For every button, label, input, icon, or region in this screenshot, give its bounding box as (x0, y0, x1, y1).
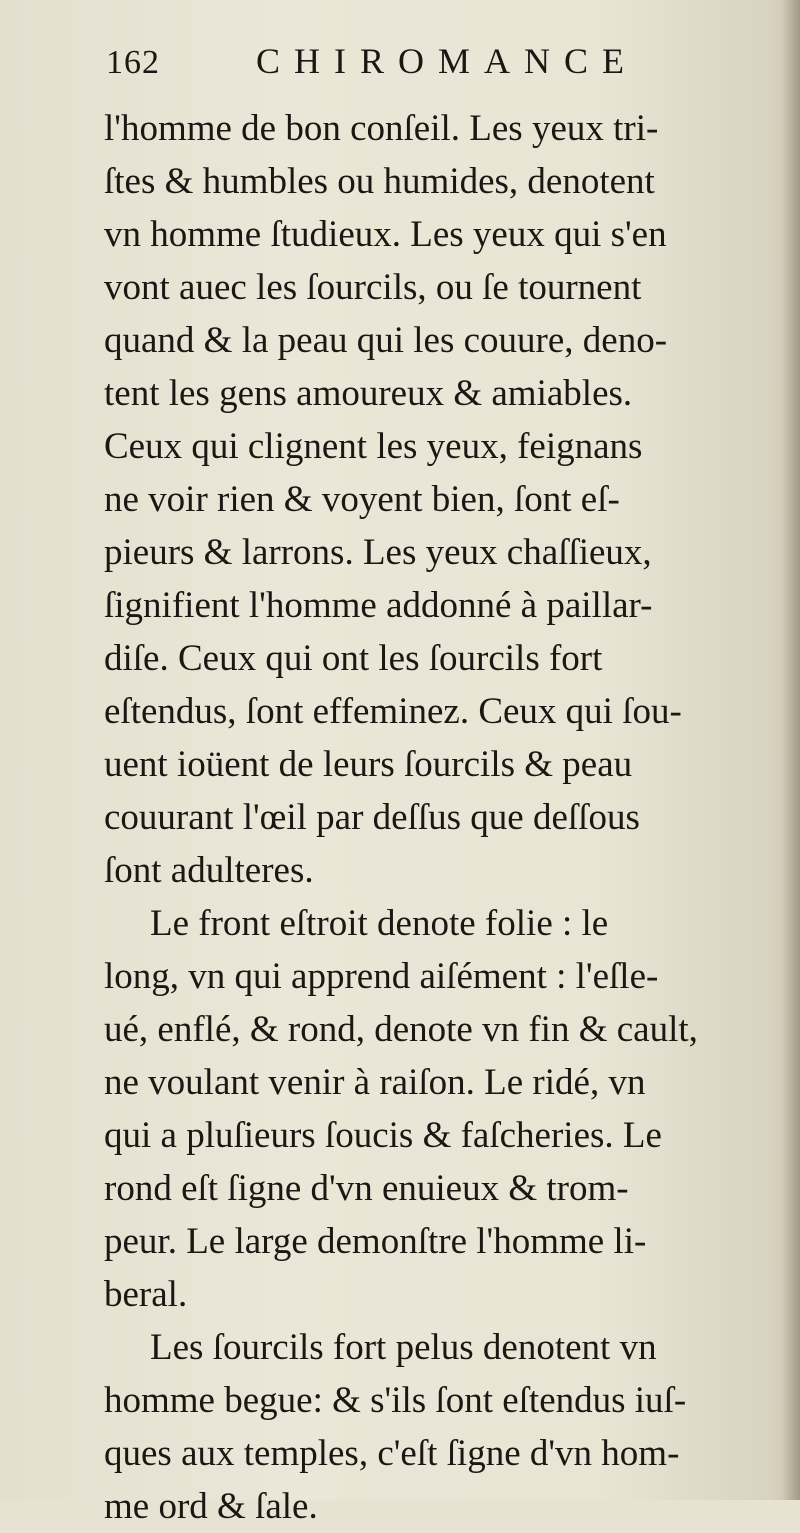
body-text (104, 102, 766, 1533)
text-line: ſtes & humbles ou humides, denotent (104, 161, 655, 202)
text-line: ne voir rien & voyent bien, ſont eſ- (104, 479, 620, 520)
text-line: tent les gens amoureux & amiables. (104, 373, 633, 414)
text-line: uent ioüent de leurs ſourcils & peau (104, 744, 633, 785)
text-line: Ceux qui clignent les yeux, feignans (104, 426, 643, 467)
text-line: l'homme de bon conſeil. Les yeux tri- (104, 108, 659, 149)
paragraph (104, 1321, 766, 1533)
page-number: 162 (106, 44, 160, 81)
text-line: ué, enflé, & rond, denote vn fin & cault, (104, 1009, 698, 1050)
text-line: ne voulant venir à raiſon. Le ridé, vn (104, 1062, 646, 1103)
running-title: CHIROMANCE (256, 41, 639, 81)
text-line: homme begue: & s'ils ſont eſtendus iuſ- (104, 1380, 687, 1421)
text-line: quand & la peau qui les couure, deno- (104, 320, 668, 361)
text-line: beral. (104, 1274, 188, 1315)
text-line: ſignifient l'homme addonné à paillar- (104, 585, 653, 626)
text-line: diſe. Ceux qui ont les ſourcils fort (104, 638, 603, 679)
text-line: ques aux temples, c'eſt ſigne d'vn hom- (104, 1433, 680, 1474)
text-line: peur. Le large demonſtre l'homme li- (104, 1221, 647, 1262)
text-line: long, vn qui apprend aiſément : l'eſle- (104, 956, 659, 997)
paragraph (104, 102, 766, 897)
text-line: couurant l'œil par deſſus que deſſous (104, 797, 640, 838)
paragraph (104, 897, 766, 1321)
text-line: rond eſt ſigne d'vn enuieux & trom- (104, 1168, 629, 1209)
text-line: ſont adulteres. (104, 850, 314, 891)
page-header (106, 40, 706, 100)
text-line: Les ſourcils fort pelus denotent vn (150, 1327, 657, 1368)
text-line: Le front eſtroit denote folie : le (150, 903, 609, 944)
text-line: vn homme ſtudieux. Les yeux qui s'en (104, 214, 667, 255)
text-line: vont auec les ſourcils, ou ſe tournent (104, 267, 642, 308)
text-line: eſtendus, ſont effeminez. Ceux qui ſou- (104, 691, 682, 732)
text-line: qui a pluſieurs ſoucis & faſcheries. Le (104, 1115, 662, 1156)
gutter-shadow (782, 0, 800, 1500)
text-line: me ord & ſale. (104, 1486, 318, 1527)
text-line: pieurs & larrons. Les yeux chaſſieux, (104, 532, 652, 573)
